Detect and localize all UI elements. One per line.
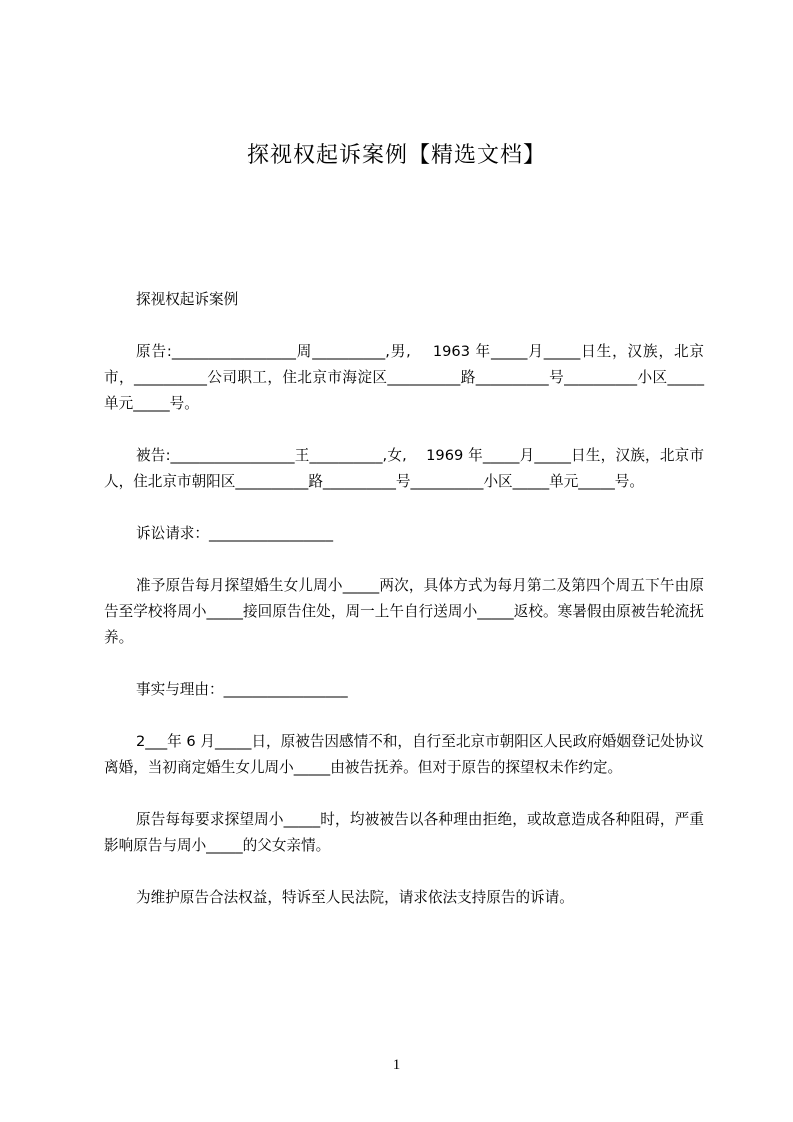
paragraph-facts-1: 2___年 6 月_____日，原被告因感情不和，自行至北京市朝阳区人民政府婚姻登记处协议离婚，当初商定婚生女儿周小_____由被告抚养。但对于原告的探望权未作约定。 (104, 733, 704, 776)
paragraph-plaintiff: 原告:_________________周__________,男, 1963 年_____月_____日生，汉族，北京市，__________公司职工，住北京市海淀区__________路__________号__________小区_____单元_____号。 (104, 343, 704, 412)
paragraph-defendant: 被告:_________________王__________,女, 1969 年_____月_____日生，汉族，北京市人，住北京市朝阳区__________路__________号__________小区_____单元_____号。 (104, 447, 704, 490)
paragraph-conclusion: 为维护原告合法权益，特诉至人民法院，请求依法支持原告的诉请。 (136, 889, 574, 906)
document-body (104, 287, 704, 911)
paragraph-facts-2: 原告每每要求探望周小_____时，均被被告以各种理由拒绝，或故意造成各种阻碍，严重影响原告与周小_____的父女亲情。 (104, 811, 704, 854)
paragraph-claims: 准予原告每月探望婚生女儿周小_____两次，具体方式为每月第二及第四个周五下午由原告至学校将周小_____接回原告住处，周一上午自行送周小_____返校。寒暑假由原被告轮流抚养。 (104, 577, 704, 646)
paragraph-heading: 探视权起诉案例 (136, 291, 239, 308)
document-title: 探视权起诉案例【精选文档】 (246, 143, 546, 168)
page-number: 1 (392, 1057, 401, 1073)
paragraph-claims-heading: 诉讼请求：_________________ (136, 525, 334, 542)
paragraph-facts-heading: 事实与理由：_________________ (136, 681, 348, 698)
